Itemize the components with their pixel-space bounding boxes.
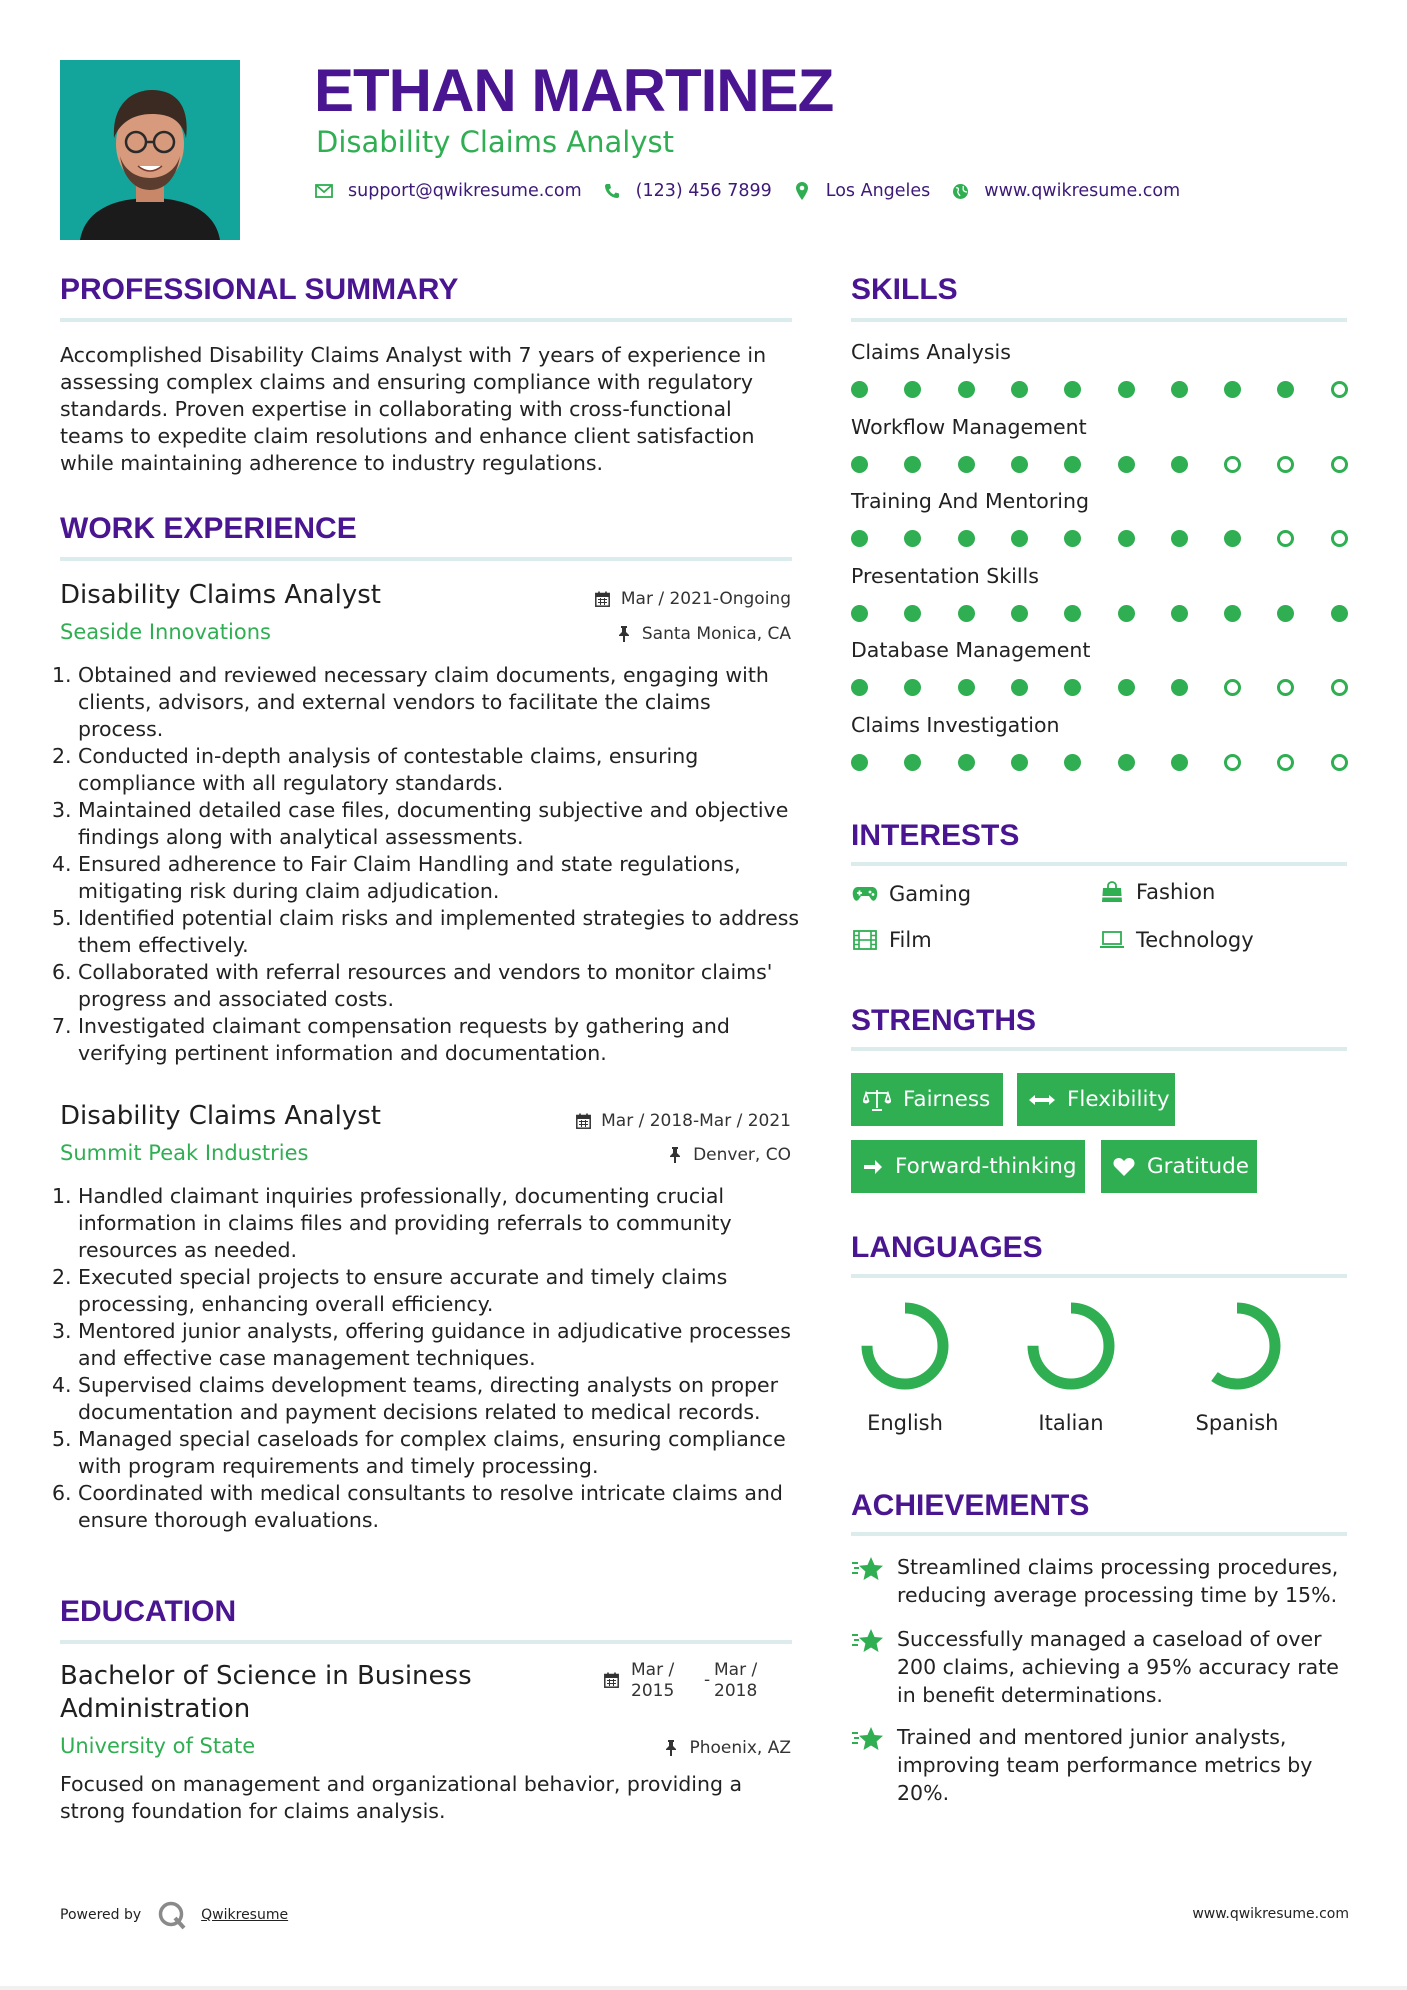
- skill-dot-filled: [958, 754, 975, 771]
- skill-dot-empty: [1277, 679, 1294, 696]
- candidate-name: ETHAN MARTINEZ: [314, 57, 834, 124]
- bullet-number: 4.: [52, 1373, 72, 1397]
- skill-dot-filled: [1064, 381, 1081, 398]
- page-bottom-edge: [0, 1986, 1407, 1990]
- contact-phone[interactable]: (123) 456 7899: [635, 181, 772, 201]
- job-company: Summit Peak Industries: [60, 1141, 309, 1165]
- skill-rating: [851, 752, 1351, 774]
- arrow-right-icon: [863, 1155, 883, 1179]
- skill-rating: [851, 603, 1351, 625]
- interest-label: Fashion: [1136, 880, 1216, 904]
- strength-label: Flexibility: [1067, 1087, 1170, 1112]
- language-name: Italian: [1038, 1411, 1104, 1435]
- language-item: [1177, 1298, 1297, 1436]
- strength-badge-forward-thinking: [851, 1140, 1085, 1193]
- skill-dot-filled: [1171, 530, 1188, 547]
- pushpin-icon: [663, 1739, 679, 1757]
- bullet-number: 7.: [52, 1014, 72, 1038]
- bullet-number: 3.: [52, 798, 72, 822]
- date-separator: -: [704, 1670, 711, 1690]
- skill-dot-filled: [1011, 679, 1028, 696]
- skill-dot-filled: [1011, 456, 1028, 473]
- start-month: Mar /: [631, 1660, 675, 1680]
- skill-dot-filled: [1011, 381, 1028, 398]
- contact-location: Los Angeles: [825, 181, 931, 201]
- star-icon: [851, 1725, 885, 1753]
- responsibility-item: [52, 1013, 800, 1067]
- responsibility-text: Conducted in-depth analysis of contestable claims, ensuring compliance with all regulatory standards.: [78, 744, 699, 795]
- skill-dot-filled: [1118, 754, 1135, 771]
- responsibility-text: Identified potential claim risks and implemented strategies to address them effectively.: [78, 906, 800, 957]
- skill-rating: [851, 677, 1351, 699]
- end-year: 2018: [714, 1681, 758, 1701]
- skill-dot-filled: [1064, 754, 1081, 771]
- pushpin-icon: [616, 625, 632, 643]
- interest-fashion: [1098, 880, 1215, 904]
- language-proficiency-ring: [1189, 1298, 1285, 1394]
- strength-badge-gratitude: [1101, 1140, 1257, 1193]
- qwikresume-logo-icon: [157, 1900, 187, 1930]
- skill-name: Database Management: [851, 638, 1091, 662]
- skill-dot-filled: [1064, 679, 1081, 696]
- languages-divider: [851, 1274, 1347, 1278]
- skill-dot-filled: [958, 530, 975, 547]
- responsibility-text: Collaborated with referral resources and vendors to monitor claims' progress and associated costs.: [78, 960, 773, 1011]
- bullet-number: 5.: [52, 1427, 72, 1451]
- strength-badge-flexibility: [1017, 1073, 1175, 1126]
- strengths-heading: STRENGTHS: [851, 1004, 1037, 1037]
- powered-by-label: Powered by: [60, 1907, 142, 1923]
- bullet-number: 2.: [52, 744, 72, 768]
- language-name: Spanish: [1195, 1411, 1279, 1435]
- job-date: [575, 1110, 791, 1132]
- skill-dot-filled: [1224, 605, 1241, 622]
- language-item: [845, 1298, 965, 1436]
- responsibility-item: [52, 1480, 800, 1534]
- skill-dot-filled: [1118, 530, 1135, 547]
- skill-dot-filled: [1011, 754, 1028, 771]
- achievement-text: Streamlined claims processing procedures, reducing average processing time by 15%.: [897, 1555, 1339, 1607]
- skill-name: Workflow Management: [851, 414, 1087, 439]
- skill-dot-empty: [1224, 754, 1241, 771]
- envelope-icon: [314, 181, 334, 201]
- start-year: 2015: [631, 1681, 675, 1701]
- summary-divider: [60, 318, 792, 322]
- strength-label: Forward-thinking: [895, 1154, 1077, 1179]
- responsibility-item: [52, 1372, 800, 1426]
- skill-dot-filled: [1277, 381, 1294, 398]
- skill-dot-filled: [958, 456, 975, 473]
- skill-dot-filled: [851, 381, 868, 398]
- achievements-heading: ACHIEVEMENTS: [851, 1489, 1090, 1522]
- responsibility-item: [52, 851, 800, 905]
- job-location: [667, 1144, 791, 1166]
- contact-email[interactable]: support@qwikresume.com: [348, 181, 582, 201]
- interest-label: Film: [889, 928, 932, 952]
- responsibility-text: Investigated claimant compensation requests by gathering and verifying pertinent information and documentation.: [78, 1014, 730, 1065]
- responsibility-text: Supervised claims development teams, directing analysts on proper documentation and payment decisions related to medical records.: [78, 1373, 779, 1424]
- calendar-icon: [604, 1672, 619, 1694]
- bullet-number: 1.: [52, 1184, 72, 1208]
- strengths-divider: [851, 1047, 1347, 1051]
- calendar-icon: [595, 590, 611, 608]
- skill-dot-filled: [851, 530, 868, 547]
- candidate-title: Disability Claims Analyst: [316, 125, 674, 159]
- job-date-text: Mar / 2021-Ongoing: [620, 589, 791, 609]
- skill-dot-filled: [904, 456, 921, 473]
- achievement-item: [851, 1625, 1347, 1713]
- responsibility-text: Handled claimant inquiries professionally, documenting crucial information in claims files and providing referrals to community resources as needed.: [78, 1184, 732, 1262]
- education-location-text: Phoenix, AZ: [689, 1738, 791, 1758]
- skill-name: Claims Analysis: [851, 340, 1011, 364]
- skill-dot-empty: [1331, 381, 1348, 398]
- job-location-text: Denver, CO: [693, 1145, 791, 1165]
- footer-brand-link[interactable]: Qwikresume: [201, 1907, 289, 1923]
- arrows-horizontal-icon: [1029, 1088, 1055, 1112]
- responsibility-text: Mentored junior analysts, offering guidance in adjudicative processes and effective case management techniques.: [78, 1319, 791, 1370]
- skill-dot-filled: [1064, 605, 1081, 622]
- skill-rating: [851, 379, 1351, 401]
- skill-name: Presentation Skills: [851, 563, 1039, 588]
- achievement-text: Trained and mentored junior analysts, improving team performance metrics by 20%.: [897, 1725, 1313, 1805]
- bullet-number: 3.: [52, 1319, 72, 1343]
- education-dates: [604, 1660, 794, 1706]
- skill-dot-empty: [1331, 456, 1348, 473]
- responsibility-text: Executed special projects to ensure accurate and timely claims processing, enhancing overall efficiency.: [78, 1265, 728, 1316]
- responsibility-item: [52, 797, 800, 851]
- skill-dot-filled: [904, 381, 921, 398]
- skills-heading: SKILLS: [851, 273, 958, 306]
- gamepad-icon: [851, 882, 879, 906]
- job-location-text: Santa Monica, CA: [641, 624, 791, 644]
- experience-divider: [60, 557, 792, 561]
- end-month: Mar /: [714, 1660, 758, 1680]
- achievements-divider: [851, 1532, 1347, 1536]
- heart-icon: [1113, 1155, 1135, 1179]
- job-date: [595, 588, 791, 610]
- shopping-bag-icon: [1098, 880, 1126, 904]
- skill-dot-filled: [1118, 605, 1135, 622]
- summary-heading: PROFESSIONAL SUMMARY: [60, 273, 459, 306]
- skill-dot-filled: [904, 754, 921, 771]
- strength-badge-fairness: [851, 1073, 1003, 1126]
- interests-heading: INTERESTS: [851, 819, 1020, 852]
- skill-dot-filled: [1224, 381, 1241, 398]
- language-proficiency-arc: [1199, 1308, 1275, 1384]
- responsibility-text: Obtained and reviewed necessary claim documents, engaging with clients, advisors, and external vendors to facilitate the claims process.: [78, 663, 769, 741]
- skill-dot-filled: [958, 605, 975, 622]
- responsibility-text: Maintained detailed case files, documenting subjective and objective findings along with analytical assessments.: [78, 798, 789, 849]
- responsibility-item: [52, 959, 800, 1013]
- skill-dot-filled: [1224, 530, 1241, 547]
- skill-dot-filled: [904, 530, 921, 547]
- strength-label: Fairness: [903, 1087, 991, 1112]
- job-title: Disability Claims Analyst: [60, 1101, 381, 1131]
- globe-icon: [950, 181, 970, 201]
- skill-dot-empty: [1224, 679, 1241, 696]
- interests-divider: [851, 862, 1347, 866]
- skill-dot-empty: [1277, 456, 1294, 473]
- bullet-number: 1.: [52, 663, 72, 687]
- strength-label: Gratitude: [1147, 1154, 1250, 1179]
- skill-dot-filled: [851, 679, 868, 696]
- footer-powered-by: [60, 1900, 288, 1930]
- skill-name: Claims Investigation: [851, 712, 1060, 737]
- skill-dot-filled: [958, 679, 975, 696]
- language-proficiency-ring: [857, 1298, 953, 1394]
- pushpin-icon: [667, 1146, 683, 1164]
- skill-dot-filled: [1171, 456, 1188, 473]
- interest-technology: [1098, 928, 1254, 952]
- school-name: University of State: [60, 1734, 256, 1758]
- calendar-icon: [575, 1112, 591, 1130]
- skill-dot-filled: [1011, 530, 1028, 547]
- responsibility-item: [52, 1318, 800, 1372]
- skill-dot-filled: [958, 381, 975, 398]
- experience-heading: WORK EXPERIENCE: [60, 512, 357, 545]
- job-date-text: Mar / 2018-Mar / 2021: [601, 1111, 791, 1131]
- responsibility-item: [52, 743, 800, 797]
- skill-dot-filled: [1118, 679, 1135, 696]
- skill-dot-empty: [1277, 754, 1294, 771]
- language-proficiency-arc: [867, 1308, 943, 1384]
- bullet-number: 6.: [52, 960, 72, 984]
- language-proficiency-ring: [1023, 1298, 1119, 1394]
- education-divider: [60, 1640, 792, 1644]
- responsibility-item: [52, 1264, 800, 1318]
- contact-bar: [314, 178, 1200, 204]
- skill-dot-filled: [1011, 605, 1028, 622]
- education-description: Focused on management and organizational behavior, providing a strong foundation for claims analysis.: [60, 1772, 743, 1823]
- star-icon: [851, 1627, 885, 1655]
- bullet-number: 2.: [52, 1265, 72, 1289]
- skill-dot-filled: [1171, 605, 1188, 622]
- skill-dot-empty: [1331, 754, 1348, 771]
- skills-divider: [851, 318, 1347, 322]
- film-icon: [851, 928, 879, 952]
- contact-website[interactable]: www.qwikresume.com: [984, 181, 1181, 201]
- map-marker-icon: [792, 181, 812, 201]
- skill-dot-filled: [904, 605, 921, 622]
- job-title: Disability Claims Analyst: [60, 580, 381, 610]
- balance-scale-icon: [863, 1088, 891, 1112]
- job-responsibilities: [52, 662, 800, 1067]
- responsibility-item: [52, 905, 800, 959]
- star-icon: [851, 1555, 885, 1583]
- skill-rating: [851, 528, 1351, 550]
- skill-dot-empty: [1224, 456, 1241, 473]
- language-name: English: [867, 1411, 943, 1435]
- skill-dot-empty: [1331, 679, 1348, 696]
- responsibility-item: [52, 1426, 800, 1480]
- responsibility-item: [52, 1183, 800, 1264]
- skill-dot-filled: [851, 605, 868, 622]
- bullet-number: 4.: [52, 852, 72, 876]
- education-location: [663, 1737, 791, 1759]
- skill-dot-filled: [1277, 605, 1294, 622]
- skill-dot-empty: [1331, 530, 1348, 547]
- laptop-icon: [1098, 928, 1126, 952]
- language-item: [1011, 1298, 1131, 1436]
- interest-gaming: [851, 882, 971, 906]
- profile-photo: [60, 60, 240, 240]
- job-responsibilities: [52, 1183, 800, 1534]
- skill-dot-filled: [851, 754, 868, 771]
- achievement-text: Successfully managed a caseload of over 200 claims, achieving a 95% accuracy rate in benefit determinations.: [897, 1627, 1339, 1707]
- job-company: Seaside Innovations: [60, 620, 271, 644]
- phone-icon: [602, 181, 622, 201]
- footer-website[interactable]: www.qwikresume.com: [1192, 1906, 1349, 1922]
- skill-dot-filled: [904, 679, 921, 696]
- bullet-number: 5.: [52, 906, 72, 930]
- skill-dot-filled: [1171, 381, 1188, 398]
- skill-dot-filled: [1064, 530, 1081, 547]
- skill-dot-filled: [1171, 679, 1188, 696]
- achievement-item: [851, 1723, 1347, 1811]
- responsibility-text: Coordinated with medical consultants to resolve intricate claims and ensure thorough evaluations.: [78, 1481, 783, 1532]
- responsibility-text: Managed special caseloads for complex claims, ensuring compliance with program requirements and timely processing.: [78, 1427, 786, 1478]
- job-location: [616, 623, 791, 645]
- degree-line-1: Bachelor of Science in Business: [60, 1661, 472, 1691]
- interest-film: [851, 928, 932, 952]
- skill-dot-filled: [1064, 456, 1081, 473]
- responsibility-item: [52, 662, 800, 743]
- education-heading: EDUCATION: [60, 1595, 237, 1628]
- interest-label: Technology: [1136, 928, 1254, 952]
- languages-heading: LANGUAGES: [851, 1231, 1043, 1264]
- responsibility-text: Ensured adherence to Fair Claim Handling and state regulations, mitigating risk during claim adjudication.: [78, 852, 741, 903]
- achievement-item: [851, 1553, 1347, 1613]
- skill-dot-filled: [851, 456, 868, 473]
- skill-rating: [851, 454, 1351, 476]
- skill-dot-filled: [1171, 754, 1188, 771]
- skill-dot-filled: [1118, 381, 1135, 398]
- skill-dot-filled: [1118, 456, 1135, 473]
- language-proficiency-arc: [1033, 1308, 1109, 1384]
- skill-dot-filled: [1331, 605, 1348, 622]
- skill-dot-empty: [1277, 530, 1294, 547]
- bullet-number: 6.: [52, 1481, 72, 1505]
- degree-line-2: Administration: [60, 1694, 251, 1724]
- interest-label: Gaming: [889, 882, 972, 906]
- summary-text: Accomplished Disability Claims Analyst with 7 years of experience in assessing complex claims and ensuring compliance with regulatory standards. Proven expertise in collaborating with cross-functional teams to expedite claim resolutions and enhance client satisfaction while maintaining adherence to industry regulations.: [60, 343, 767, 475]
- skill-name: Training And Mentoring: [851, 489, 1089, 513]
